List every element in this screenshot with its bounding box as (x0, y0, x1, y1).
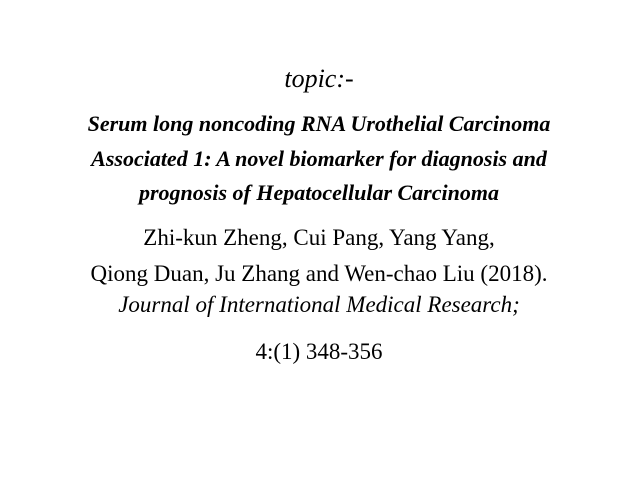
topic-heading: topic:- (284, 64, 354, 93)
paper-title-line-3: prognosis of Hepatocellular Carcinoma (139, 180, 499, 205)
authors-line-2: Qiong Duan, Ju Zhang and Wen-chao Liu (2018). (90, 261, 548, 286)
journal-name: Journal of International Medical Research; (118, 292, 520, 317)
volume-pages: 4:(1) 348-356 (255, 339, 383, 364)
authors-line-1: Zhi-kun Zheng, Cui Pang, Yang Yang, (143, 225, 495, 250)
paper-title-line-1: Serum long noncoding RNA Urothelial Carcinoma (87, 111, 551, 136)
paper-title-line-2: Associated 1: A novel biomarker for diagnosis and (91, 146, 547, 171)
